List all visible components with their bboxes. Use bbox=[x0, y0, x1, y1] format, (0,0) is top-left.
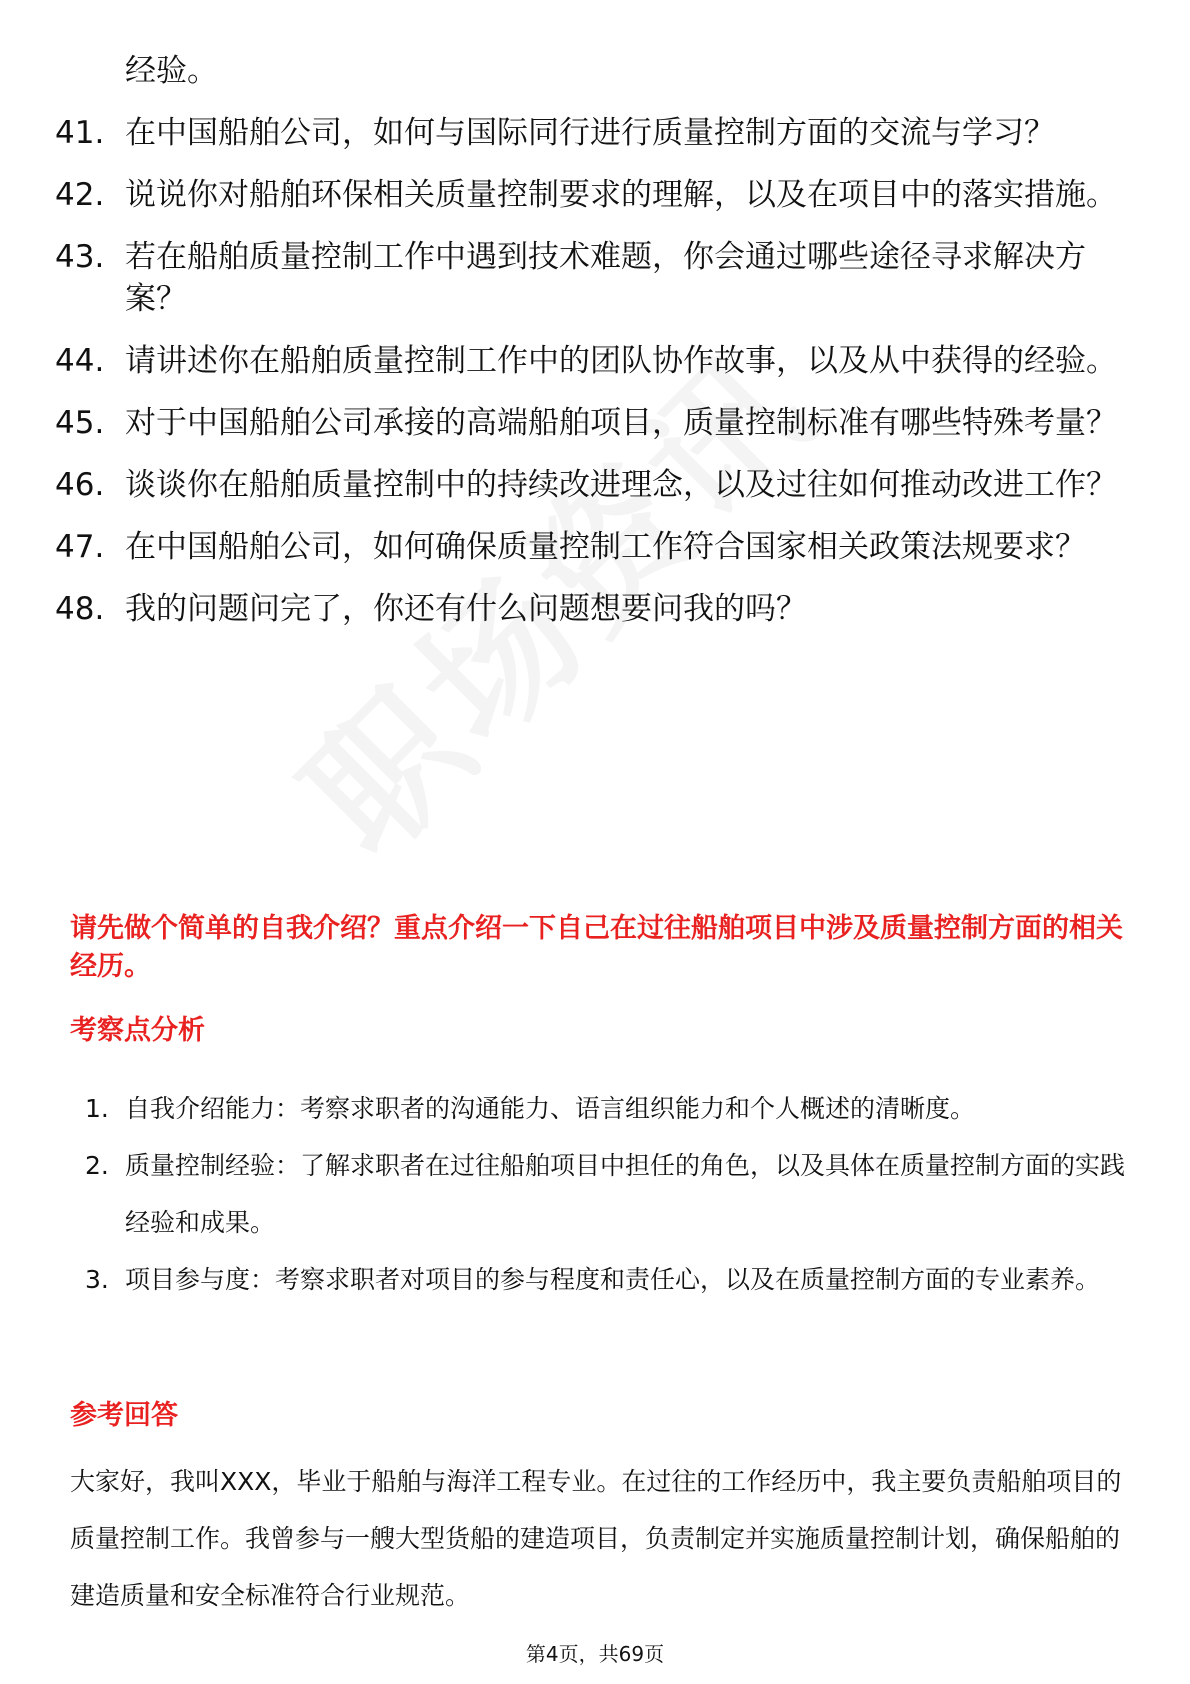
question-number: 47. bbox=[55, 529, 105, 565]
question-text: 谈谈你在船舶质量控制中的持续改进理念，以及过往如何推动改进工作？ bbox=[125, 467, 1117, 503]
question-list bbox=[55, 112, 1135, 650]
question-text: 请讲述你在船舶质量控制工作中的团队协作故事，以及从中获得的经验。 bbox=[125, 343, 1117, 379]
question-text: 在中国船舶公司，如何确保质量控制工作符合国家相关政策法规要求？ bbox=[125, 529, 1086, 565]
question-number: 48. bbox=[55, 591, 105, 627]
reference-heading: 参考回答 bbox=[70, 1400, 178, 1431]
analysis-text: 质量控制经验：了解求职者在过往船舶项目中担任的角色，以及具体在质量控制方面的实践经验和成果。 bbox=[125, 1151, 1126, 1237]
question-number: 41. bbox=[55, 115, 105, 151]
question-text: 在中国船舶公司，如何与国际同行进行质量控制方面的交流与学习？ bbox=[125, 115, 1055, 151]
page-footer: 第4页，共69页 bbox=[525, 1642, 665, 1666]
question-text: 若在船舶质量控制工作中遇到技术难题，你会通过哪些途径寻求解决方案？ bbox=[125, 239, 1086, 317]
question-item bbox=[55, 112, 1135, 154]
question-text: 说说你对船舶环保相关质量控制要求的理解，以及在项目中的落实措施。 bbox=[125, 177, 1117, 213]
question-number: 46. bbox=[55, 467, 105, 503]
analysis-list bbox=[85, 1080, 1135, 1308]
question-item bbox=[55, 340, 1135, 382]
analysis-number: 2. bbox=[85, 1151, 109, 1180]
question-number: 44. bbox=[55, 343, 105, 379]
analysis-text: 自我介绍能力：考察求职者的沟通能力、语言组织能力和个人概述的清晰度。 bbox=[125, 1094, 976, 1123]
analysis-point bbox=[85, 1080, 1135, 1137]
question-item bbox=[55, 174, 1135, 216]
question-number: 45. bbox=[55, 405, 105, 441]
analysis-point bbox=[85, 1251, 1135, 1308]
question-number: 42. bbox=[55, 177, 105, 213]
analysis-number: 1. bbox=[85, 1094, 109, 1123]
question-item bbox=[55, 526, 1135, 568]
analysis-text: 项目参与度：考察求职者对项目的参与程度和责任心，以及在质量控制方面的专业素养。 bbox=[125, 1265, 1101, 1294]
analysis-heading: 考察点分析 bbox=[70, 1015, 205, 1046]
question-item bbox=[55, 236, 1135, 320]
question-continuation: 经验。 bbox=[125, 53, 218, 89]
question-text: 对于中国船舶公司承接的高端船舶项目，质量控制标准有哪些特殊考量？ bbox=[125, 405, 1117, 441]
question-text: 我的问题问完了，你还有什么问题想要问我的吗？ bbox=[125, 591, 807, 627]
reference-answer: 大家好，我叫XXX，毕业于船舶与海洋工程专业。在过往的工作经历中，我主要负责船舶项目的质量控制工作。我曾参与一艘大型货船的建造项目，负责制定并实施质量控制计划，确保船舶的建造质量和安全标准符合行业规范。 bbox=[70, 1467, 1122, 1610]
analysis-number: 3. bbox=[85, 1265, 109, 1294]
question-item bbox=[55, 588, 1135, 630]
featured-question: 请先做个简单的自我介绍？重点介绍一下自己在过往船舶项目中涉及质量控制方面的相关经历。 bbox=[70, 913, 1123, 982]
question-item bbox=[55, 402, 1135, 444]
question-item bbox=[55, 464, 1135, 506]
analysis-point bbox=[85, 1137, 1135, 1251]
question-number: 43. bbox=[55, 239, 105, 275]
